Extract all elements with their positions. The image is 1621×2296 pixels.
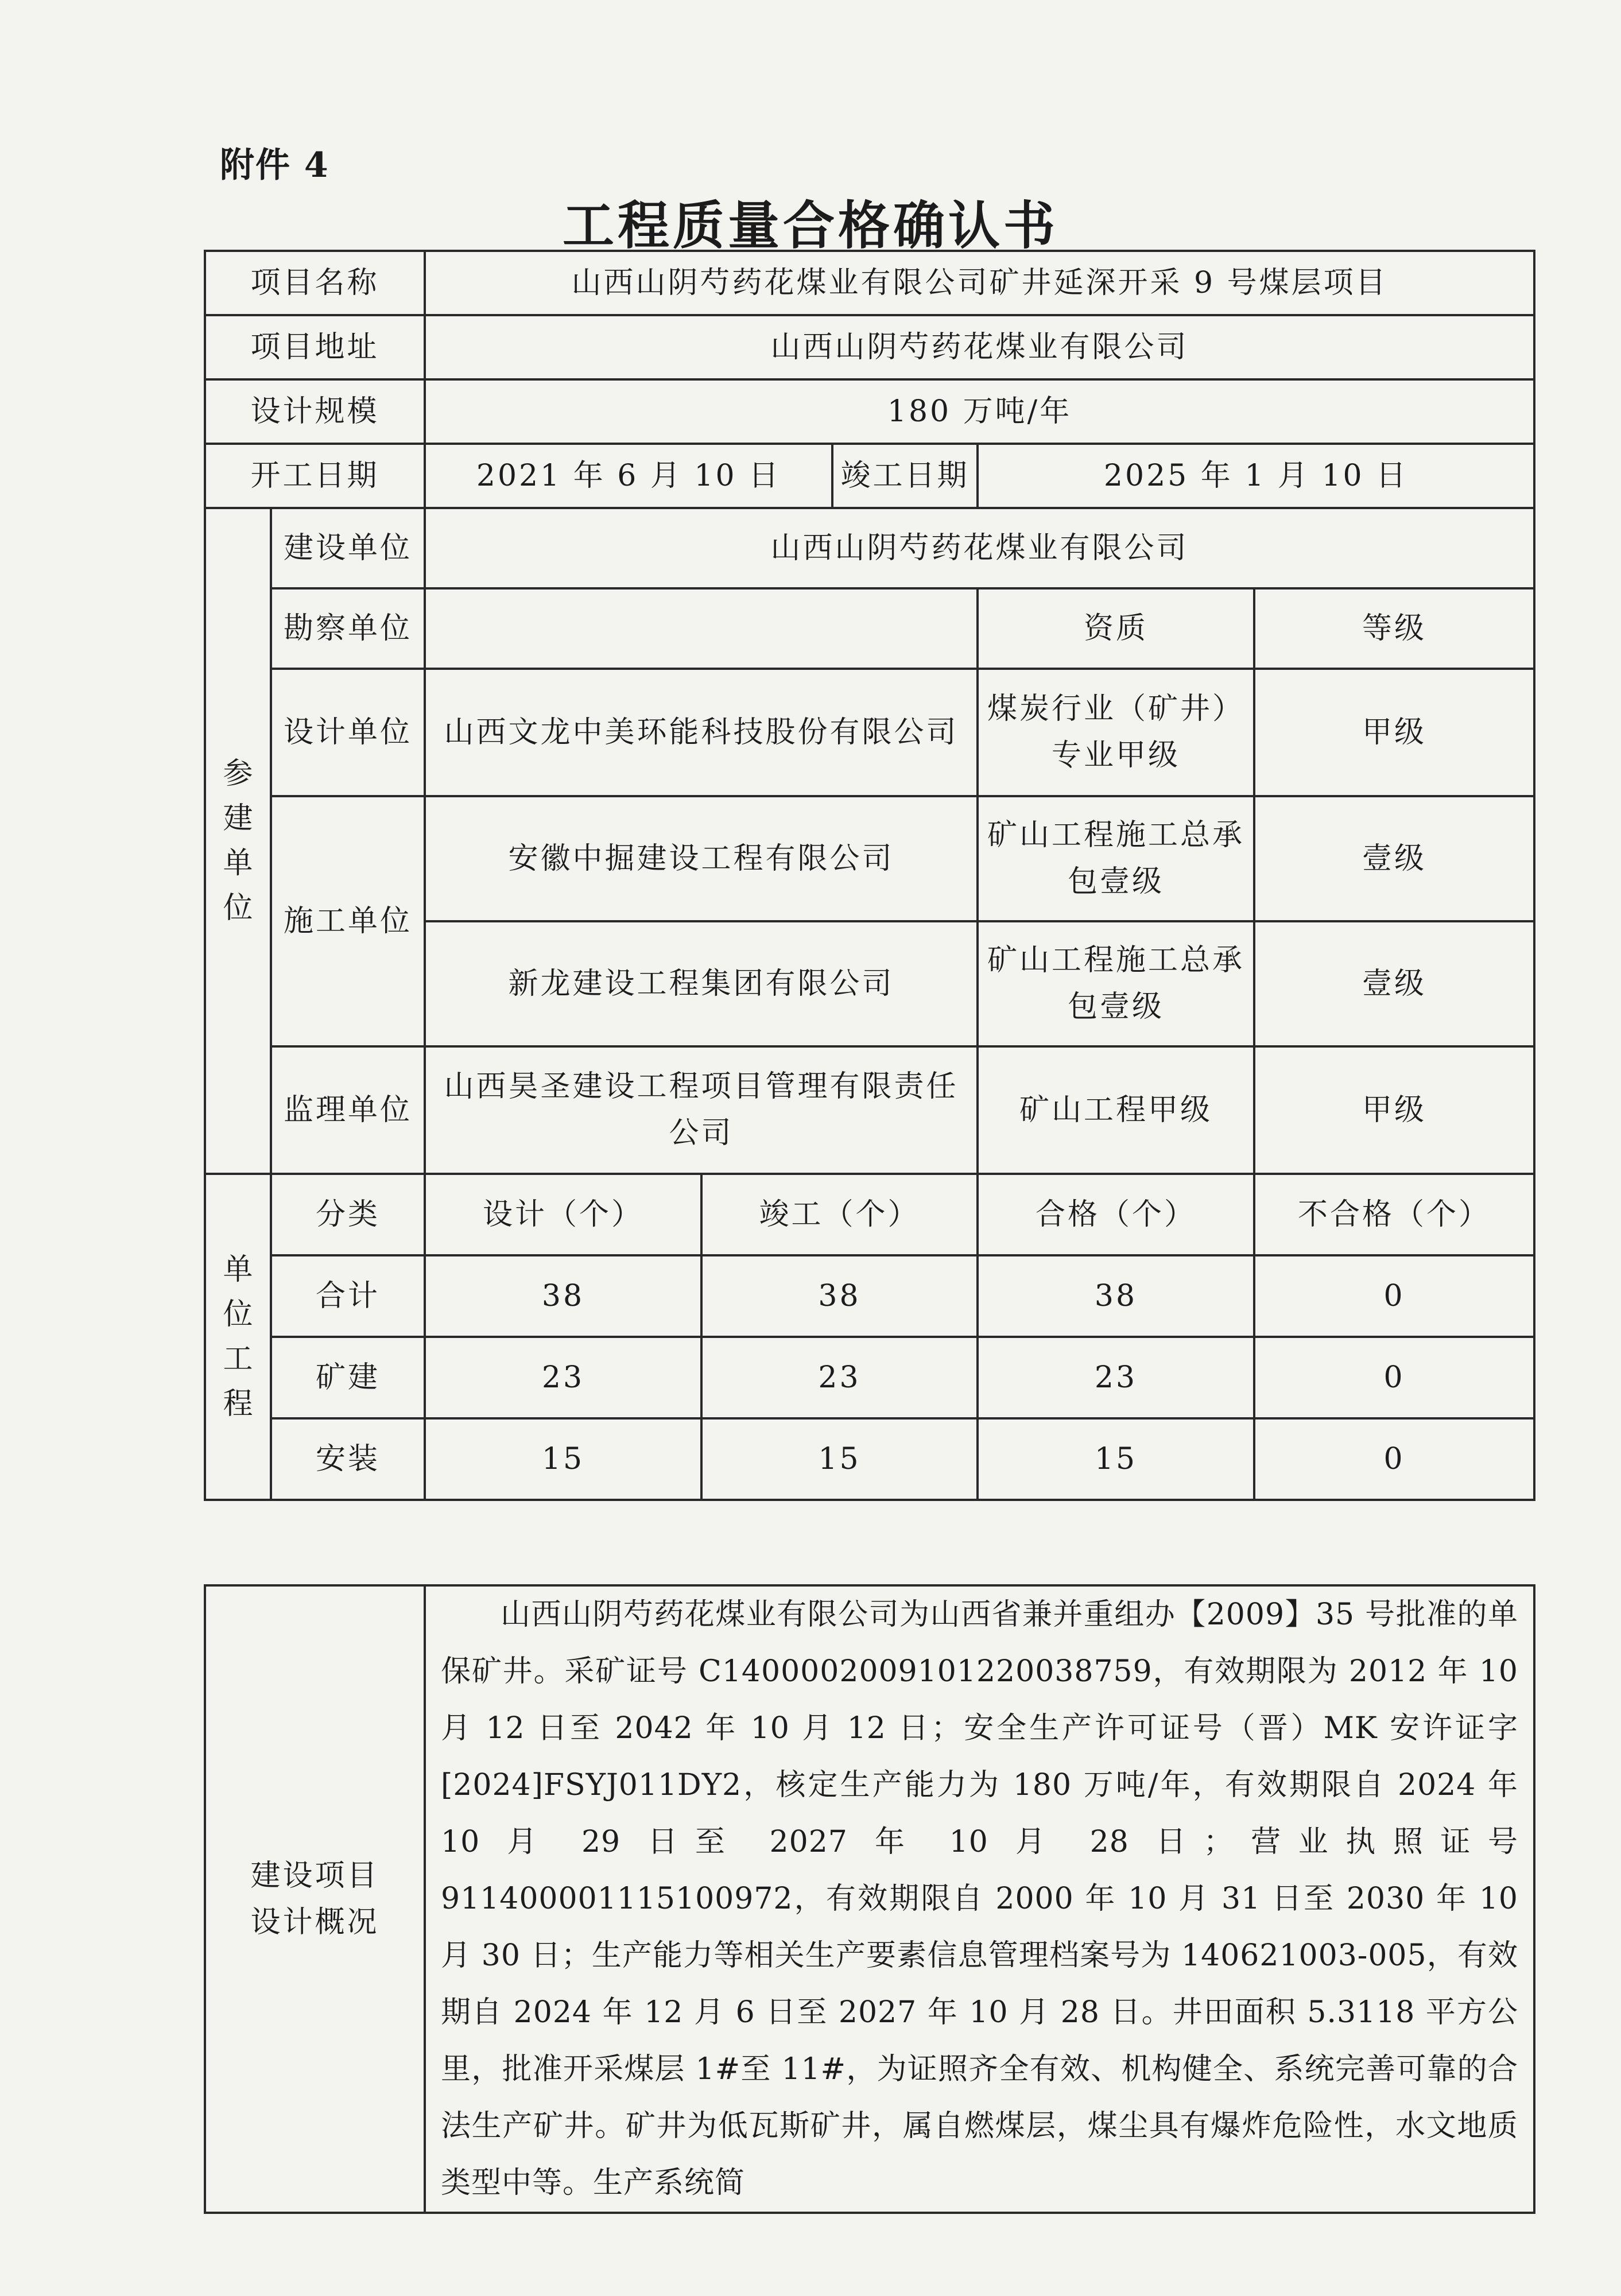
works-cell: 38 [425, 1255, 701, 1337]
qualification-header: 资质 [978, 588, 1254, 669]
unit-works-group-char: 程 [223, 1387, 253, 1421]
design-unit-label: 设计单位 [271, 669, 425, 796]
design-unit-qualification: 煤炭行业（矿井）专业甲级 [978, 669, 1254, 796]
works-header-unqualified: 不合格（个） [1254, 1174, 1534, 1255]
end-date-label: 竣工日期 [832, 444, 978, 508]
works-cell: 安装 [271, 1418, 425, 1500]
participants-group-char: 参 [223, 757, 253, 791]
construction-unit-label: 施工单位 [271, 796, 425, 1046]
works-cell: 0 [1254, 1337, 1534, 1418]
works-header-completed: 竣工（个） [701, 1174, 978, 1255]
project-address-value: 山西山阴芍药花煤业有限公司 [425, 315, 1534, 379]
design-scale-label: 设计规模 [205, 379, 425, 444]
unit-works-group-char: 位 [223, 1297, 253, 1332]
constructor-1-qualification: 矿山工程施工总承包壹级 [978, 796, 1254, 921]
works-cell: 15 [978, 1418, 1254, 1500]
grade-header: 等级 [1254, 588, 1534, 669]
survey-value [425, 588, 978, 669]
overview-label-line: 建设项目 [250, 1858, 379, 1893]
works-cell: 15 [701, 1418, 978, 1500]
works-cell: 38 [978, 1255, 1254, 1337]
constructor-1-name: 安徽中掘建设工程有限公司 [425, 796, 978, 921]
design-overview-table [204, 1584, 1535, 2214]
works-row [205, 1337, 1534, 1418]
works-cell: 矿建 [271, 1337, 425, 1418]
works-row [205, 1255, 1534, 1337]
participants-group-char: 位 [223, 891, 253, 925]
start-date-value: 2021 年 6 月 10 日 [425, 444, 832, 508]
works-cell: 23 [425, 1337, 701, 1418]
overview-label-line: 设计概况 [250, 1905, 379, 1940]
works-cell: 0 [1254, 1255, 1534, 1337]
builder-value: 山西山阴芍药花煤业有限公司 [425, 508, 1534, 588]
works-header-qualified: 合格（个） [978, 1174, 1254, 1255]
unit-works-group-label [205, 1174, 271, 1500]
works-row [205, 1418, 1534, 1500]
survey-label: 勘察单位 [271, 588, 425, 669]
works-header-design: 设计（个） [425, 1174, 701, 1255]
participants-group-char: 建 [223, 801, 253, 836]
works-cell: 合计 [271, 1255, 425, 1337]
attachment-label: 附件 4 [220, 145, 329, 185]
works-cell: 23 [701, 1337, 978, 1418]
supervisor-label: 监理单位 [271, 1046, 425, 1174]
works-cell: 0 [1254, 1418, 1534, 1500]
overview-label [205, 1585, 425, 2213]
project-name-value: 山西山阴芍药花煤业有限公司矿井延深开采 9 号煤层项目 [425, 251, 1534, 315]
works-cell: 15 [425, 1418, 701, 1500]
project-name-label: 项目名称 [205, 251, 425, 315]
design-scale-value: 180 万吨/年 [425, 379, 1534, 444]
design-unit-grade: 甲级 [1254, 669, 1534, 796]
supervisor-qualification: 矿山工程甲级 [978, 1046, 1254, 1174]
quality-confirmation-table [204, 250, 1535, 1501]
constructor-1-grade: 壹级 [1254, 796, 1534, 921]
unit-works-group-char: 单 [223, 1252, 253, 1287]
supervisor-grade: 甲级 [1254, 1046, 1534, 1174]
works-cell: 38 [701, 1255, 978, 1337]
start-date-label: 开工日期 [205, 444, 425, 508]
overview-text-cell [425, 1585, 1534, 2213]
participants-group-char: 单 [223, 846, 253, 881]
design-unit-name: 山西文龙中美环能科技股份有限公司 [425, 669, 978, 796]
constructor-2-qualification: 矿山工程施工总承包壹级 [978, 921, 1254, 1046]
supervisor-name: 山西昊圣建设工程项目管理有限责任公司 [425, 1046, 978, 1174]
project-address-label: 项目地址 [205, 315, 425, 379]
overview-paragraph: 山西山阴芍药花煤业有限公司为山西省兼并重组办【2009】35 号批准的单保矿井。采矿证号 C1400002009101220038759，有效期限为 2012 年 10 月 12 日至 2042 年 10 月 12 日；安全生产许可证号（晋）MK 安许证字[2024]FSYJ011DY2，核定生产能力为 180 万吨/年，有效期限自 2024 年 10 月 29 日至 2027 年 10 月 28 日；营业执照证号 911400001115100972，有效期限自 2000 年 10 月 31 日至 2030 年 10 月 30 日；生产能力等相关生产要素信息管理档案号为 140621003-005，有效期自 2024 年 12 月 6 日至 2027 年 10 月 28 日。井田面积 5.3118 平方公里，批准开采煤层 1#至 11#，为证照齐全有效、机构健全、系统完善可靠的合法生产矿井。矿井为低瓦斯矿井，属自燃煤层，煤尘具有爆炸危险性，水文地质类型中等。生产系统简 [441, 1597, 1518, 2200]
constructor-2-grade: 壹级 [1254, 921, 1534, 1046]
document-title: 工程质量合格确认书 [563, 195, 1058, 256]
works-cell: 23 [978, 1337, 1254, 1418]
builder-label: 建设单位 [271, 508, 425, 588]
participants-group-label [205, 508, 271, 1174]
end-date-value: 2025 年 1 月 10 日 [978, 444, 1534, 508]
constructor-2-name: 新龙建设工程集团有限公司 [425, 921, 978, 1046]
works-header-category: 分类 [271, 1174, 425, 1255]
unit-works-group-char: 工 [223, 1342, 253, 1376]
